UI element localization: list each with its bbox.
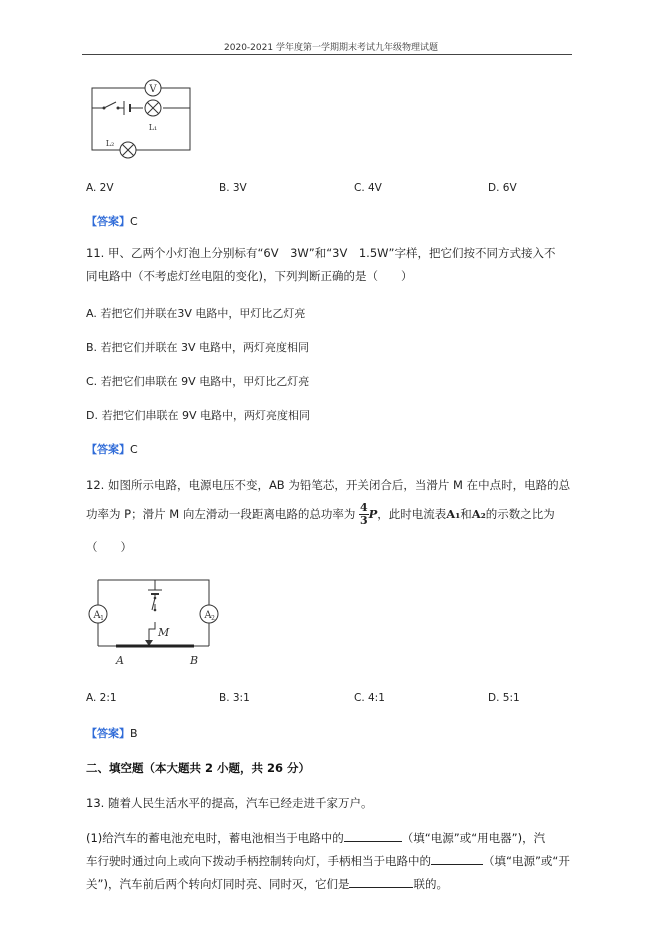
q11-stem-line-2: 同电路中（不考虑灯丝电阻的变化)，下列判断正确的是（ ） <box>86 269 413 283</box>
pencil-lead-ab <box>116 645 194 648</box>
q11-option-a[interactable]: A. 若把它们并联在3V 电路中，甲灯比乙灯亮 <box>86 307 306 320</box>
q11-option-d[interactable]: D. 若把它们串联在 9V 电路中，两灯亮度相同 <box>86 409 310 422</box>
q12-option-b[interactable]: B. 3:1 <box>219 692 250 704</box>
q13-line-3-text-b: 联的。 <box>413 877 448 891</box>
answer-value: C <box>130 443 138 456</box>
q11-option-b[interactable]: B. 若把它们并联在 3V 电路中，两灯亮度相同 <box>86 341 310 354</box>
point-a-label: A <box>116 654 124 667</box>
answer-label: 【答案】 <box>86 443 130 456</box>
answer-blank-3[interactable] <box>349 875 413 888</box>
q11-stem-line-1: 11. 甲、乙两个小灯泡上分别标有“6V 3W”和“3V 1.5W”字样，把它们按不同方式接入不 <box>86 246 556 260</box>
q10-option-c[interactable]: C. 4V <box>354 182 382 194</box>
fraction-numerator: 4 <box>359 501 368 514</box>
circuit-diagram-2 <box>88 574 228 670</box>
fraction-4-3 <box>359 502 369 527</box>
q10-answer <box>86 213 138 229</box>
header-rule <box>82 54 572 55</box>
answer-blank-2[interactable] <box>431 852 483 865</box>
answer-label: 【答案】 <box>86 215 130 228</box>
switch-contact <box>117 107 120 110</box>
q12-stem-line-1: 12. 如图所示电路，电源电压不变，AB 为铅笔芯，开关闭合后，当滑片 M 在中点时，电路的总 <box>86 478 571 492</box>
ammeter-a1-letter: A <box>93 610 101 621</box>
answer-value: B <box>130 727 138 740</box>
q13-stem: 13. 随着人民生活水平的提高，汽车已经走进千家万户。 <box>86 796 373 810</box>
lamp-1-symbol <box>145 100 161 116</box>
q13-line-1-text-a: (1)给汽车的蓄电池充电时，蓄电池相当于电路中的 <box>86 831 344 845</box>
ammeter-a1-subscript: 1 <box>100 615 104 622</box>
section-2-title: 二、填空题（本大题共 2 小题，共 26 分） <box>86 761 311 775</box>
q10-option-a[interactable]: A. 2V <box>86 182 114 194</box>
point-b-label: B <box>190 654 199 667</box>
ammeter-a2-letter: A <box>204 610 212 621</box>
q13-line-2 <box>86 852 570 869</box>
switch-pivot <box>103 107 106 110</box>
q12-stem-text-b: ，此时电流表 <box>377 507 447 521</box>
q13-line-1 <box>86 829 545 846</box>
q13-line-3 <box>86 875 448 892</box>
ammeter-2-label: A₂ <box>471 507 486 521</box>
lamp-1-label: L₁ <box>148 123 158 132</box>
switch-bottom-contact <box>154 609 157 612</box>
q13-line-2-text-b: （填“电源”或“开 <box>483 854 570 868</box>
q13-line-3-text-a: 关”)，汽车前后两个转向灯同时亮、同时灭，它们是 <box>86 877 350 891</box>
fraction-variable: P <box>368 507 378 521</box>
answer-blank-1[interactable] <box>344 829 402 842</box>
q12-option-c[interactable]: C. 4:1 <box>354 692 385 704</box>
lamp-2-label: L₂ <box>105 139 115 148</box>
q12-option-d[interactable]: D. 5:1 <box>488 692 520 704</box>
ammeter-a2-subscript: 2 <box>211 615 215 622</box>
slider-label-m: M <box>158 626 170 639</box>
lamp-2-symbol <box>120 142 136 158</box>
q13-line-1-text-b: （填“电源”或“用电器”)，汽 <box>401 831 546 845</box>
ammeter-1-label: A₁ <box>446 507 461 521</box>
q12-answer <box>86 725 138 741</box>
q12-stem-text-c: 和 <box>460 507 472 521</box>
q11-answer <box>86 441 138 457</box>
q13-line-2-text-a: 车行驶时通过向上或向下拨动手柄控制转向灯，手柄相当于电路中的 <box>86 854 431 868</box>
q12-stem-text-d: 的示数之比为 <box>485 507 555 521</box>
q12-option-a[interactable]: A. 2:1 <box>86 692 117 704</box>
voltmeter-label: V <box>149 84 157 95</box>
circuit-diagram-1 <box>86 72 201 162</box>
q11-option-c[interactable]: C. 若把它们串联在 9V 电路中，甲灯比乙灯亮 <box>86 375 310 388</box>
fraction-denominator: 3 <box>359 514 368 527</box>
q12-stem-line-3: （ ） <box>86 540 132 554</box>
answer-label: 【答案】 <box>86 727 130 740</box>
answer-value: C <box>130 215 138 228</box>
q12-stem-text-a: 功率为 P；滑片 M 向左滑动一段距离电路的总功率为 <box>86 507 356 521</box>
q10-option-b[interactable]: B. 3V <box>219 182 247 194</box>
q12-stem-line-2 <box>86 502 555 527</box>
page-header: 2020-2021 学年度第一学期期末考试九年级物理试题 <box>224 43 438 53</box>
q10-option-d[interactable]: D. 6V <box>488 182 517 194</box>
